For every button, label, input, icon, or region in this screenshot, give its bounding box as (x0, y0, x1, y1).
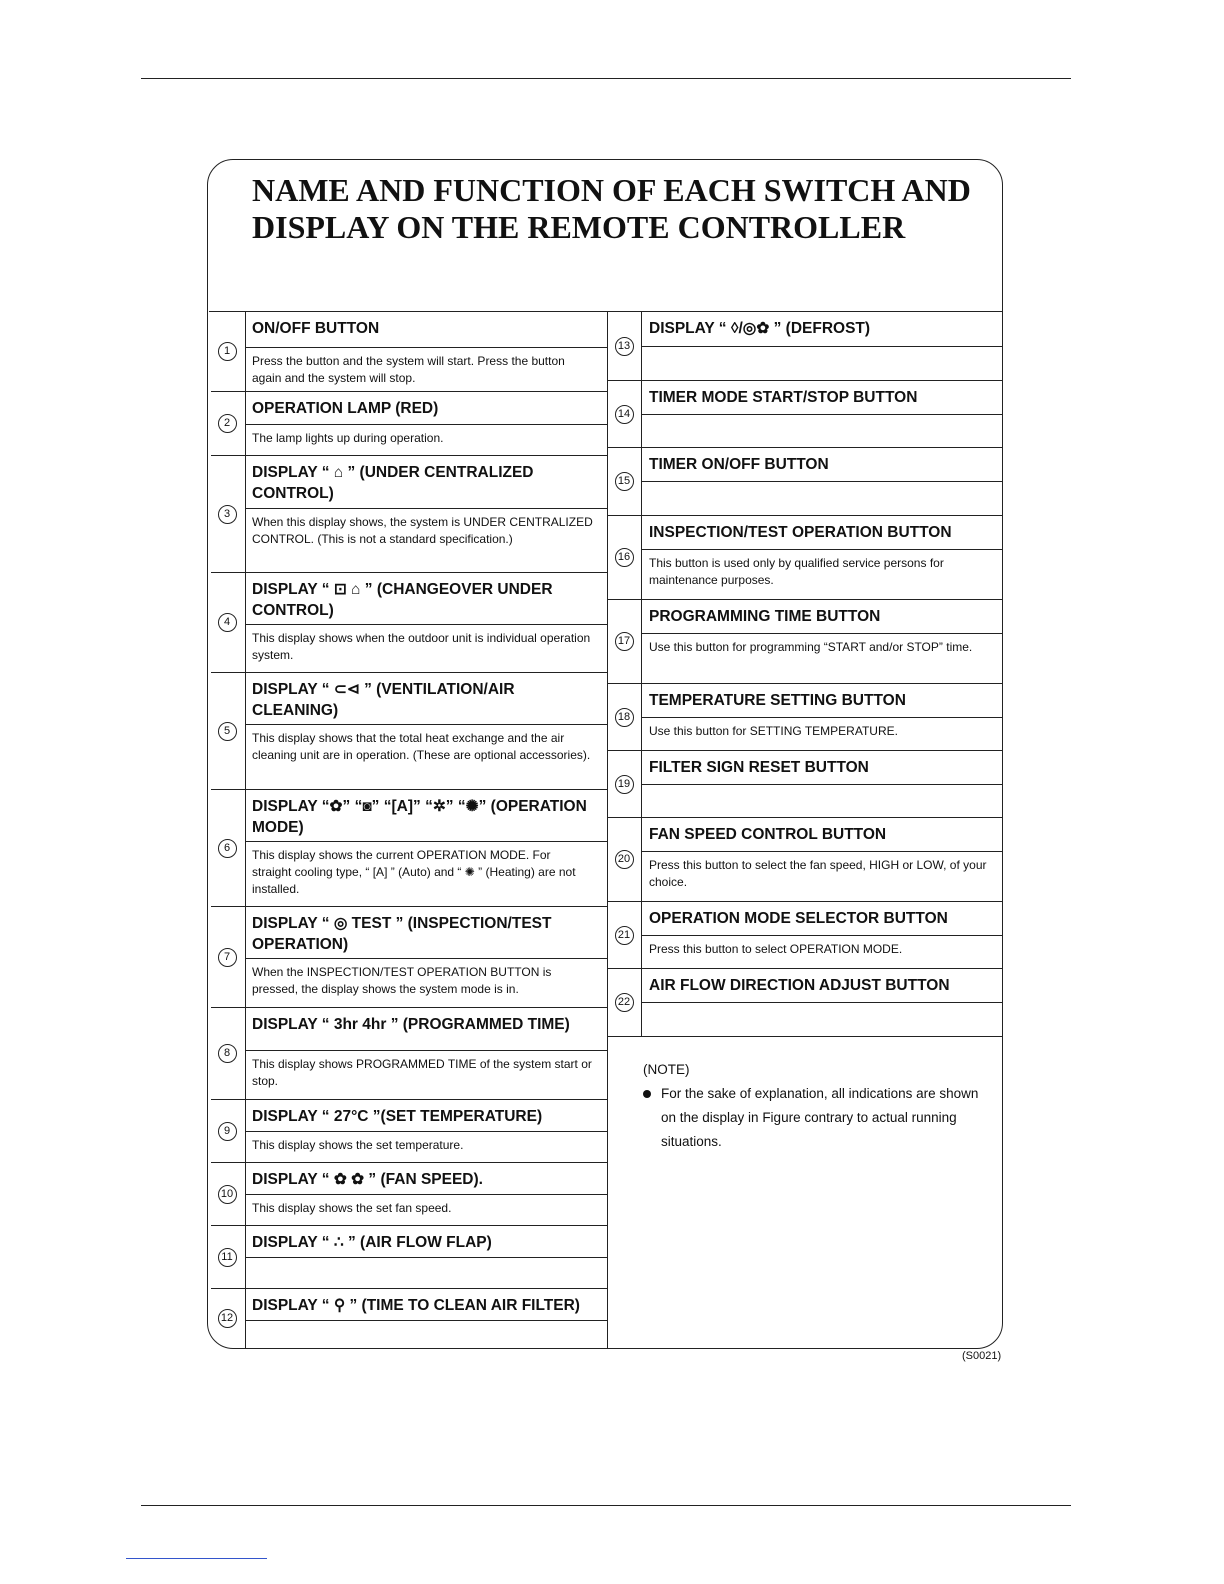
item-number: 13 (615, 337, 634, 356)
item-divider (608, 817, 1002, 818)
item-number: 8 (218, 1044, 237, 1063)
item-heading: DISPLAY “ ⊡ ⌂ ” (CHANGEOVER UNDER CONTROL) (252, 581, 553, 619)
row-divider (641, 633, 1002, 634)
item-divider (211, 572, 607, 573)
item-number-badge (209, 838, 245, 858)
item-number-badge (209, 1184, 245, 1204)
number-column-line (245, 789, 246, 906)
item-number-badge (606, 849, 642, 869)
number-column-line (245, 672, 246, 789)
row-divider (641, 935, 1002, 936)
item-description: This display shows PROGRAMMED TIME of the system start or stop. (252, 1057, 592, 1088)
row-divider (245, 1050, 607, 1051)
item-number-badge (209, 1247, 245, 1267)
item-divider (211, 789, 607, 790)
item-description: This display shows that the total heat exchange and the air cleaning unit are in operation. (These are optional accessories). (252, 731, 591, 762)
item-number: 3 (218, 505, 237, 524)
item-number-badge (606, 547, 642, 567)
bottom-rule (141, 1505, 1071, 1506)
row-divider (245, 841, 607, 842)
column-separator (607, 311, 608, 1348)
number-column-line (641, 515, 642, 599)
row-divider (641, 481, 1002, 482)
item-number: 14 (615, 405, 634, 424)
number-column-line (245, 1007, 246, 1099)
item-heading: DISPLAY “ ⚲ ” (TIME TO CLEAN AIR FILTER) (252, 1297, 580, 1314)
item-number-badge (209, 947, 245, 967)
number-column-line (245, 1099, 246, 1162)
row-divider (641, 784, 1002, 785)
row-divider (641, 851, 1002, 852)
item-number-badge (606, 925, 642, 945)
item-heading: OPERATION MODE SELECTOR BUTTON (649, 910, 948, 927)
item-description: This display shows the set fan speed. (252, 1201, 452, 1215)
item-description: The lamp lights up during operation. (252, 431, 444, 445)
title-separator (209, 311, 1002, 312)
number-column-line (245, 311, 246, 391)
item-heading: DISPLAY “ ◎ TEST ” (INSPECTION/TEST OPERATION) (252, 915, 552, 953)
number-column-line (245, 1225, 246, 1288)
item-heading: DISPLAY “ ⌂ ” (UNDER CENTRALIZED CONTROL) (252, 464, 534, 502)
figure-code: (S0021) (962, 1350, 1002, 1362)
item-heading: DISPLAY “ ◊/◎✿ ” (DEFROST) (649, 320, 871, 337)
row-divider (245, 508, 607, 509)
item-number-badge (209, 721, 245, 741)
page-title: NAME AND FUNCTION OF EACH SWITCH AND DISPLAY ON THE REMOTE CONTROLLER (252, 172, 971, 245)
item-heading: PROGRAMMING TIME BUTTON (649, 608, 881, 625)
item-description: When the INSPECTION/TEST OPERATION BUTTON is pressed, the display shows the system mode is in. (252, 965, 552, 996)
item-divider (608, 683, 1002, 684)
item-number: 19 (615, 775, 634, 794)
item-number: 12 (218, 1309, 237, 1328)
number-column-line (641, 683, 642, 750)
item-heading: FILTER SIGN RESET BUTTON (649, 759, 869, 776)
row-divider (245, 1194, 607, 1195)
row-divider (245, 424, 607, 425)
item-number-badge (209, 341, 245, 361)
item-divider (608, 380, 1002, 381)
item-number-badge (606, 404, 642, 424)
item-number: 9 (218, 1122, 237, 1141)
item-description: Press the button and the system will start. Press the button again and the system will stop. (252, 354, 565, 385)
item-heading: ON/OFF BUTTON (252, 320, 380, 337)
item-heading: DISPLAY “ 3hr 4hr ” (PROGRAMMED TIME) (252, 1016, 570, 1033)
item-number: 5 (218, 722, 237, 741)
item-number: 11 (218, 1248, 237, 1267)
item-number-badge (209, 504, 245, 524)
number-column-line (641, 901, 642, 968)
item-heading: DISPLAY “ ∴ ” (AIR FLOW FLAP) (252, 1234, 492, 1251)
item-number-badge (209, 413, 245, 433)
item-divider (211, 1099, 607, 1100)
item-description: This display shows the current OPERATION MODE. For straight cooling type, “ [A] ” (Auto) and “ ✺ ” (Heating) are not installed. (252, 848, 576, 896)
item-description: This display shows when the outdoor unit is individual operation system. (252, 631, 591, 662)
item-divider (211, 1225, 607, 1226)
item-number: 22 (615, 993, 634, 1012)
number-column-line (641, 311, 642, 380)
item-divider (608, 599, 1002, 600)
item-number: 17 (615, 632, 634, 651)
item-number: 18 (615, 708, 634, 727)
item-divider (211, 672, 607, 673)
number-column-line (245, 572, 246, 672)
item-divider (211, 906, 607, 907)
item-number-badge (606, 707, 642, 727)
item-divider (608, 750, 1002, 751)
number-column-line (245, 1288, 246, 1348)
item-number-badge (209, 612, 245, 632)
item-number: 20 (615, 850, 634, 869)
item-heading: TIMER ON/OFF BUTTON (649, 456, 829, 473)
number-column-line (245, 1162, 246, 1225)
note-section (643, 1058, 993, 1154)
item-heading: INSPECTION/TEST OPERATION BUTTON (649, 524, 952, 541)
row-divider (245, 1131, 607, 1132)
item-number: 6 (218, 839, 237, 858)
item-divider (211, 1162, 607, 1163)
item-heading: AIR FLOW DIRECTION ADJUST BUTTON (649, 977, 950, 994)
item-number-badge (606, 774, 642, 794)
item-number-badge (209, 1043, 245, 1063)
number-column-line (245, 391, 246, 455)
item-heading: DISPLAY “ ⊂⊲ ” (VENTILATION/AIR CLEANING) (252, 681, 515, 719)
number-column-line (641, 817, 642, 901)
item-divider (211, 455, 607, 456)
item-number: 16 (615, 548, 634, 567)
row-divider (245, 724, 607, 725)
item-description: Press this button to select OPERATION MODE. (649, 942, 903, 956)
item-divider (608, 1036, 1002, 1037)
row-divider (641, 346, 1002, 347)
item-number: 15 (615, 472, 634, 491)
number-column-line (641, 380, 642, 447)
item-divider (608, 901, 1002, 902)
item-divider (608, 447, 1002, 448)
number-column-line (641, 750, 642, 817)
note-label: (NOTE) (643, 1062, 690, 1077)
number-column-line (245, 455, 246, 572)
item-number-badge (606, 336, 642, 356)
row-divider (641, 414, 1002, 415)
item-number: 1 (218, 342, 237, 361)
item-number-badge (606, 471, 642, 491)
item-number-badge (606, 992, 642, 1012)
item-description: Press this button to select the fan speed, HIGH or LOW, of your choice. (649, 858, 987, 889)
item-number-badge (209, 1308, 245, 1328)
item-heading: TIMER MODE START/STOP BUTTON (649, 389, 918, 406)
item-description: This button is used only by qualified service persons for maintenance purposes. (649, 556, 944, 587)
number-column-line (641, 599, 642, 683)
row-divider (245, 1257, 607, 1258)
item-divider (211, 1288, 607, 1289)
item-number: 2 (218, 414, 237, 433)
item-number-badge (209, 1121, 245, 1141)
item-heading: DISPLAY “ ✿ ✿ ” (FAN SPEED). (252, 1171, 483, 1188)
item-number: 7 (218, 948, 237, 967)
item-description: Use this button for SETTING TEMPERATURE. (649, 724, 898, 738)
item-divider (608, 968, 1002, 969)
number-column-line (641, 968, 642, 1036)
item-number: 21 (615, 926, 634, 945)
row-divider (641, 717, 1002, 718)
row-divider (641, 549, 1002, 550)
item-number: 4 (218, 613, 237, 632)
footer-link-underline[interactable] (126, 1558, 267, 1559)
item-description: When this display shows, the system is UNDER CENTRALIZED CONTROL. (This is not a standard specification.) (252, 515, 593, 546)
item-number-badge (606, 631, 642, 651)
item-heading: DISPLAY “✿” “◙” “[A]” “✲” “✺” (OPERATION MODE) (252, 798, 587, 836)
number-column-line (245, 906, 246, 1007)
item-divider (608, 515, 1002, 516)
number-column-line (641, 447, 642, 515)
item-number: 10 (218, 1185, 237, 1204)
row-divider (245, 624, 607, 625)
row-divider (641, 1002, 1002, 1003)
item-heading: FAN SPEED CONTROL BUTTON (649, 826, 887, 843)
row-divider (245, 958, 607, 959)
item-description: This display shows the set temperature. (252, 1138, 464, 1152)
note-text: For the sake of explanation, all indications are shown on the display in Figure contrary to actual running situations. (643, 1082, 993, 1154)
top-rule (141, 78, 1071, 79)
item-divider (211, 391, 607, 392)
row-divider (245, 1320, 607, 1321)
item-heading: TEMPERATURE SETTING BUTTON (649, 692, 906, 709)
item-heading: OPERATION LAMP (RED) (252, 400, 439, 417)
item-heading: DISPLAY “ 27°C ”(SET TEMPERATURE) (252, 1108, 543, 1125)
item-description: Use this button for programming “START and/or STOP” time. (649, 640, 973, 654)
row-divider (245, 347, 607, 348)
item-divider (211, 1007, 607, 1008)
